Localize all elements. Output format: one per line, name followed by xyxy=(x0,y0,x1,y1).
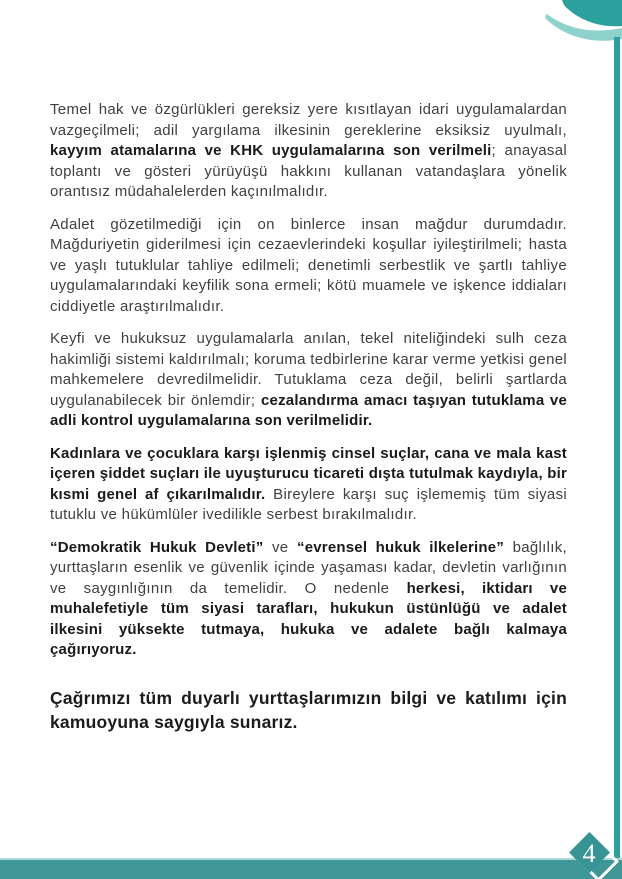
paragraph xyxy=(50,215,567,318)
bold-text-run: “evrensel hukuk ilkelerine” xyxy=(297,538,505,556)
paragraph xyxy=(50,444,567,526)
right-edge-stripe xyxy=(614,37,620,858)
paragraph xyxy=(50,100,567,203)
paragraph xyxy=(50,686,567,735)
bold-text-run: kayyım atamalarına ve KHK uygulamalarına son verilmeli xyxy=(50,142,492,159)
text-run: Adalet gözetilmediği için on binlerce insan mağdur durumdadır. Mağduriyetin giderilmesi için cezaevlerindeki koşullar iyileştirilmeli; hasta ve yaşlı tutuklular tahliye edilmeli; denetimli serbestlik ve şartlı tahliye uygulamalarındaki keyfilik sona ermeli; kötü muamele ve işkence iddiaları ciddiyetle araştırılmalıdır. xyxy=(50,215,567,315)
corner-swoosh-decoration xyxy=(492,0,622,60)
text-run: Bireylere karşı suç işlememiş tüm siyasi tutuklu ve hükümlüler ivedilikle serbest bırakılmalıdır. xyxy=(50,485,568,523)
page-number: 4 xyxy=(583,838,596,868)
paragraph xyxy=(50,538,567,661)
text-run: bağlılık, yurttaşların esenlik ve güvenlik içinde yaşaması kadar, devletin varlığının ve saygınlığının da temelidir. O nedenle xyxy=(50,538,567,597)
bold-text-run: Kadınlara ve çocuklara karşı işlenmiş cinsel suçlar, cana ve mala kast içeren şiddet suçları ile uyuşturucu ticareti dışta tutulmak kaydıyla, bir kısmi genel af çıkarılmalıdır. xyxy=(50,444,567,503)
bottom-bar xyxy=(0,858,622,879)
text-run: Temel hak ve özgürlükleri gereksiz yere kısıtlayan idari uygulamalardan vazgeçilmeli; adil yargılama ilkesinin gereklerine eksiksiz uyulmalı, xyxy=(50,101,567,139)
swoosh-dark-shape xyxy=(562,0,622,26)
text-run: Keyfi ve hukuksuz uygulamalarla anılan, tekel niteliğindeki sulh ceza hakimliği sistemi kaldırılmalı; koruma tedbirlerine karar verme yetkisi genel mahkemelere devredilmelidir. Tutuklama ceza değil, belirli şartlarda uygulanabilecek bir önlemdir; xyxy=(50,330,567,409)
bold-text-run: herkesi, iktidarı ve muhalefetiyle tüm siyasi tarafları, hukukun üstünlüğü ve adalet ilkesini yüksekte tutmaya, hukuka ve adalete bağlı kalmaya çağırıyoruz. xyxy=(50,579,567,658)
document-body xyxy=(50,100,567,747)
bold-text-run: cezalandırma amacı taşıyan tutuklama ve adli kontrol uygulamalarına son verilmelidir. xyxy=(50,391,567,429)
bold-text-run: “Demokratik Hukuk Devleti” xyxy=(50,538,264,556)
text-run: ve xyxy=(263,538,298,556)
paragraph xyxy=(50,329,567,432)
text-run: ; anayasal toplantı ve gösteri yürüyüşü hakkını kullanan vatandaşlara yönelik orantısız müdahalelerden kaçınılmalıdır. xyxy=(50,142,567,200)
bold-text-run: Çağrımızı tüm duyarlı yurttaşlarımızın bilgi ve katılımı için kamuoyuna saygıyla sunarız. xyxy=(50,687,567,732)
